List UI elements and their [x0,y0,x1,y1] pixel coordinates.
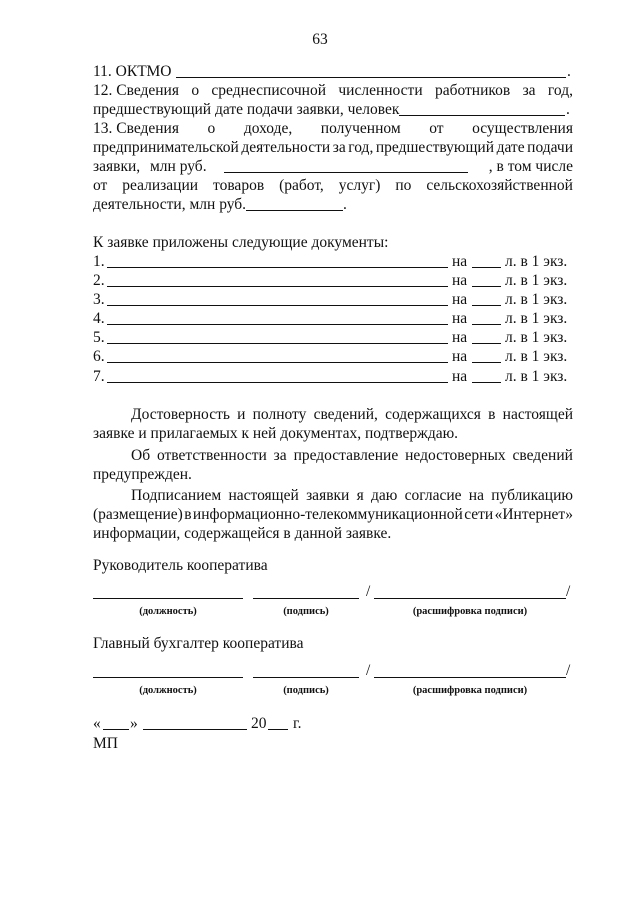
attachment-field[interactable] [107,286,448,287]
word: от [429,120,444,137]
para2-line2: предупрежден. [93,466,192,483]
word: услуг) [338,177,381,194]
para3-line3: информации, содержащейся в данной заявке. [93,525,392,542]
accountant-position-field[interactable] [93,677,243,678]
word: (размещение) [93,506,183,523]
word: 12. Сведения [93,82,179,99]
para3-line1 [131,486,573,505]
attachment-on: на [452,253,468,270]
attachment-pages-field[interactable] [472,267,501,268]
word: полноту [252,406,307,423]
date-year-suffix: г. [293,715,302,732]
caption-signature: (подпись) [283,685,329,696]
attachment-copies: л. в 1 экз. [505,368,568,385]
attachment-copies: л. в 1 экз. [505,291,568,308]
word: сведений, [313,406,378,423]
attachment-pages-field[interactable] [472,324,501,325]
word: предпринимательской [93,139,239,156]
head-position-field[interactable] [93,598,243,599]
word: деятельности [241,139,331,156]
caption-decode: (расшифровка подписи) [412,606,528,617]
attachment-on: на [452,329,468,346]
attachment-number: 3. [93,291,105,308]
attachment-field[interactable] [107,324,448,325]
para1-line1 [131,405,573,424]
word: публикацию [491,487,573,504]
stamp-place: МП [93,735,118,752]
attachment-on: на [452,368,468,385]
attachment-pages-field[interactable] [472,382,501,383]
word: сельскохозяйственной [426,177,573,194]
word: в [488,406,496,423]
date-day-field[interactable] [103,729,129,730]
word: год, [348,139,374,156]
caption-decode: (расшифровка подписи) [412,685,528,696]
word: за [273,447,287,464]
attachment-number: 2. [93,272,105,289]
attachment-field[interactable] [107,362,448,363]
word: содержащихся [385,406,481,423]
attachment-on: на [452,272,468,289]
attachment-number: 5. [93,329,105,346]
attachment-on: на [452,348,468,365]
item13-line4 [93,176,573,195]
word: среднесписочной [211,82,327,99]
attachment-field[interactable] [107,267,448,268]
caption-signature: (подпись) [283,606,329,617]
word: доходе, [243,120,293,137]
item12-line1 [93,81,573,100]
word: даю [371,487,398,504]
word: от [93,177,108,194]
word: «Интернет» [494,506,573,523]
attachment-number: 6. [93,348,105,365]
slash: / [366,662,371,679]
word: и [237,406,246,423]
word: заявки [306,487,350,504]
word: по [395,177,412,194]
word: сети [464,506,494,523]
item13-line3-b: млн руб. [150,158,207,175]
word: товаров [213,177,265,194]
employee-count-field[interactable] [399,115,565,116]
word: подачи [527,139,573,156]
oktmo-label: 11. ОКТМО [93,63,172,80]
item13-line1 [93,119,573,138]
item13-line3-a: заявки, [93,158,141,175]
agri-income-field[interactable] [246,210,343,211]
attachment-copies: л. в 1 экз. [505,253,568,270]
page-number: 63 [312,31,328,48]
chief-accountant-label: Главный бухгалтер кооператива [93,635,304,652]
attachment-on: на [452,291,468,308]
word: осуществления [472,120,573,137]
word: предшествующий [375,139,494,156]
attachment-number: 4. [93,310,105,327]
attachment-on: на [452,310,468,327]
slash: / [566,662,571,679]
attachments-heading: К заявке приложены следующие документы: [93,234,389,251]
word: Подписанием [131,487,222,504]
word: согласие [404,487,462,504]
accountant-signature-field[interactable] [253,677,359,678]
word: численности [338,82,423,99]
slash: / [566,583,571,600]
word: полученном [320,120,401,137]
word: на [468,487,484,504]
attachment-copies: л. в 1 экз. [505,348,568,365]
attachment-field[interactable] [107,343,448,344]
para1-line2: заявке и прилагаемых к ней документах, подтверждаю. [93,425,459,442]
word: сведений [512,447,573,464]
word: за [522,82,536,99]
word: реализации [122,177,199,194]
attachment-field[interactable] [107,382,448,383]
word: за [332,139,346,156]
income-field[interactable] [224,172,468,173]
word: недостоверных [405,447,506,464]
date-year-field[interactable] [268,729,288,730]
word: я [356,487,364,504]
attachment-copies: л. в 1 экз. [505,272,568,289]
item13-line2 [93,138,573,157]
head-signature-field[interactable] [253,598,359,599]
word: ответственности [156,447,267,464]
para3-line2 [93,505,573,524]
word: Об [131,447,151,464]
para2-line1 [131,446,573,465]
word: Достоверность [131,406,230,423]
word: настоящей [502,406,573,423]
attachment-pages-field[interactable] [472,305,501,306]
attachment-pages-field[interactable] [472,343,501,344]
word: год, [547,82,573,99]
word: в [184,506,192,523]
date-year-prefix: 20 [251,715,267,732]
attachment-number: 7. [93,368,105,385]
slash: / [366,583,371,600]
head-decode-field[interactable] [374,598,566,599]
attachment-pages-field[interactable] [472,286,501,287]
attachment-copies: л. в 1 экз. [505,329,568,346]
head-of-cooperative-label: Руководитель кооператива [93,557,268,574]
item12-line2: предшествующий дате подачи заявки, человек [93,101,400,118]
item12-period: . [566,101,570,118]
oktmo-field[interactable] [176,77,566,78]
attachment-pages-field[interactable] [472,362,501,363]
word: 13. Сведения [93,120,179,137]
attachment-copies: л. в 1 экз. [505,310,568,327]
word: о [191,82,200,99]
item13-period: . [343,196,347,213]
word: (работ, [279,177,324,194]
item13-line3-c: , в том числе [488,158,573,175]
date-open-quote: « [93,715,101,732]
caption-position: (должность) [139,606,197,617]
attachment-number: 1. [93,253,105,270]
word: о [207,120,216,137]
caption-position: (должность) [139,685,197,696]
word: предоставление [293,447,399,464]
word: дате [496,139,525,156]
word: настоящей [228,487,299,504]
item13-line5: деятельности, млн руб. [93,196,247,213]
word: работников [434,82,511,99]
accountant-decode-field[interactable] [374,677,566,678]
date-close-quote: » [130,715,138,732]
attachment-field[interactable] [107,305,448,306]
word: информационно-телекоммуникационной [192,506,463,523]
date-month-field[interactable] [143,729,247,730]
oktmo-period: . [567,63,571,80]
